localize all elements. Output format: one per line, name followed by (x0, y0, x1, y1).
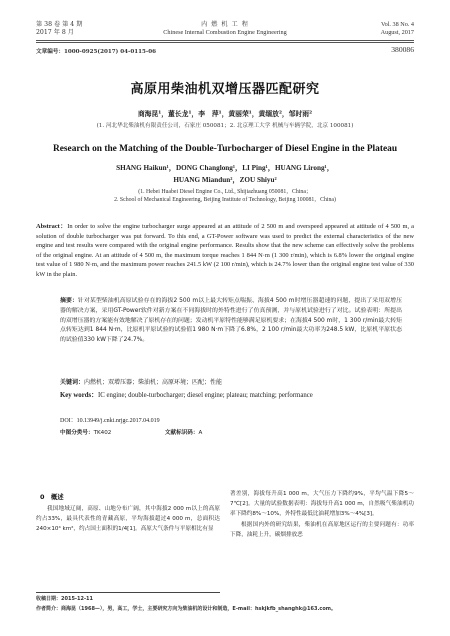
keywords-en (60, 391, 402, 401)
section-heading-overview: 0 概述 (40, 493, 64, 501)
keywords-en-label: Key words： (60, 392, 98, 399)
affiliation-cn: (1. 河北华北柴油机有限责任公司，石家庄 050081；2. 北京理工大学 机械与车辆学院，北京 100081) (96, 123, 354, 129)
journal-name-en: Chinese Internal Combustion Engine Engineering (163, 29, 287, 36)
affiliation-en (36, 188, 414, 204)
article-code: 380086 (391, 45, 414, 54)
authors-cn: 商海昆¹，董长龙¹，李 萍¹，黄丽荣¹，黄缅放²，邹时雨² (137, 110, 313, 118)
body-right-paragraph-1: 著差别，海拔每升高1 000 m，大气压力下降约9%，平均气温下降5～7℃[2]。大量的试验数据表明：海拔每升高1 000 m，自然吸气柴油机功率下降约8%～10%，外特性最低比油耗增加3%～4%[3]。 (230, 491, 414, 518)
body-left-column (36, 504, 220, 535)
header-date-en: August, 2017 (380, 29, 414, 36)
abstract-en-text: In order to solve the engine turbocharger surge appeared at an attitude of 2 500 m and overspeed appeared at attitude of 4 500 m, a solution of double turbocharger was put forward. To this end, a GT-Power software was used to predict the external characteristics of the new engine and test results were compared with the original engine performance. Results show that the new scheme can effectively solve the problems of the original engine. At an attitude of 4 500 m, the maximum torque reaches 1 844 N·m (1 300 r/min), which is 6.8% lower the original engine test value of 1 980 N·m, and the maximum power reaches 241.5 kW (2 100 r/min), which is 24.7% lower than the original engine test value of 330 kW in the plain. (36, 223, 415, 278)
body-left-paragraph: 我国地域辽阔，高原、山地分布广阔，其中海拔2 000 m以上的高原约占33%，最具代表性的青藏高原，平均海拔超过4 000 m，总面积达240×10⁴ km²，约占国土面积的1/4[1]。高原大气条件与平原相比有显 (36, 506, 220, 533)
received-label: 收稿日期： (36, 596, 62, 602)
header-vol-no: Vol. 38 No. 4 (380, 21, 414, 28)
body-right-paragraph-2: 根据国内外的研究结果，柴油机在高原地区运行的主要问题有：功率下降，油耗上升，碳烟排放恶 (230, 521, 414, 538)
header-journal (120, 21, 330, 37)
affiliation-en-line1: (1. Hebei Huabei Diesel Engine Co., Ltd., Shijiazhuang 050081，China； (138, 189, 312, 195)
header-rule-top (36, 40, 414, 41)
doc-code-label: 文献标识码： (164, 430, 199, 436)
header-volume: 第 38 卷 第 4 期 (36, 21, 83, 28)
footnote-author (36, 605, 414, 614)
doi: DOI：10.13949/j.cnki.nrjgc.2017.04.019 (60, 418, 160, 424)
abstract-cn-text: 针对某型柴油机高原试验存在的海拔2 500 m以上最大转矩点喘振、海拔4 500 m时增压器超速的问题，提出了采用双增压器的解决方案，采用GT-Power软件对新方案在不同海拔时的外特性进行了仿真预测，并与原机试验进行了对比。试验表明：所提出的双增压器的方案能有效地解决了原机存在的问题；发动机平原特性能够满足原机要求；在海拔4 500 m时，1 300 r/min最大转矩点转矩达到1 844 N·m，比原机平原试验的试验值1 980 N·m下降了6.8%，2 100 r/min最大功率为248.5 kW，比原机平原状态的试验值330 kW下降了24.7%。 (60, 298, 403, 344)
body-right-column (230, 489, 414, 540)
journal-name-cn: 内 燃 机 工 程 (201, 21, 249, 28)
header-volume-en (324, 21, 414, 37)
doc-code-value: A (198, 430, 203, 436)
title-cn: 高原用柴油机双增压器匹配研究 (130, 82, 320, 97)
keywords-cn (60, 378, 402, 388)
abstract-en-label: Abstract： (36, 223, 68, 230)
header-volume-issue (36, 21, 126, 37)
affiliation-en-line2: 2. School of Mechanical Engineering, Beijing Institute of Technology, Beijing 100081，China) (114, 197, 336, 204)
footnote-received (36, 595, 414, 604)
keywords-cn-label: 关键词： (60, 379, 85, 386)
classification-line (60, 429, 402, 439)
keywords-en-text: IC engine; double-turbocharger; diesel engine; plateau; matching; performance (97, 392, 313, 399)
author-bio-label: 作者简介： (36, 606, 62, 612)
footnote-rule (36, 592, 220, 593)
authors-en-line1: SHANG Haikun¹，DONG Changlong¹，LI Ping¹，HUANG Lirong¹， (116, 164, 334, 172)
keywords-cn-text: 内燃机；双增压器；柴油机；高原环境；匹配；性能 (84, 379, 223, 386)
author-bio-text: 商海昆（1968—），男，高工，学士，主要研究方向为柴油机的设计和制造，E-mail：hskjkfb_shanghk@163.com。 (61, 606, 336, 612)
abstract-cn-label: 摘要： (60, 298, 78, 304)
title-en: Research on the Matching of the Double-Turbocharger of Diesel Engine in the Plateau (52, 144, 398, 154)
article-number: 文章编号：1000-0925(2017) 04-0115-06 (36, 49, 157, 55)
abstract-en (36, 222, 414, 280)
header-date-cn: 2017 年 8 月 (36, 29, 74, 36)
received-date: 2015-12-11 (61, 596, 93, 602)
authors-en-line2: HUANG Miandun²，ZOU Shiyu² (173, 176, 277, 184)
clc-value: TK402 (93, 430, 112, 436)
header-rule-bottom (36, 42, 414, 43)
abstract-cn (60, 297, 402, 346)
clc-label: 中图分类号： (60, 430, 94, 436)
